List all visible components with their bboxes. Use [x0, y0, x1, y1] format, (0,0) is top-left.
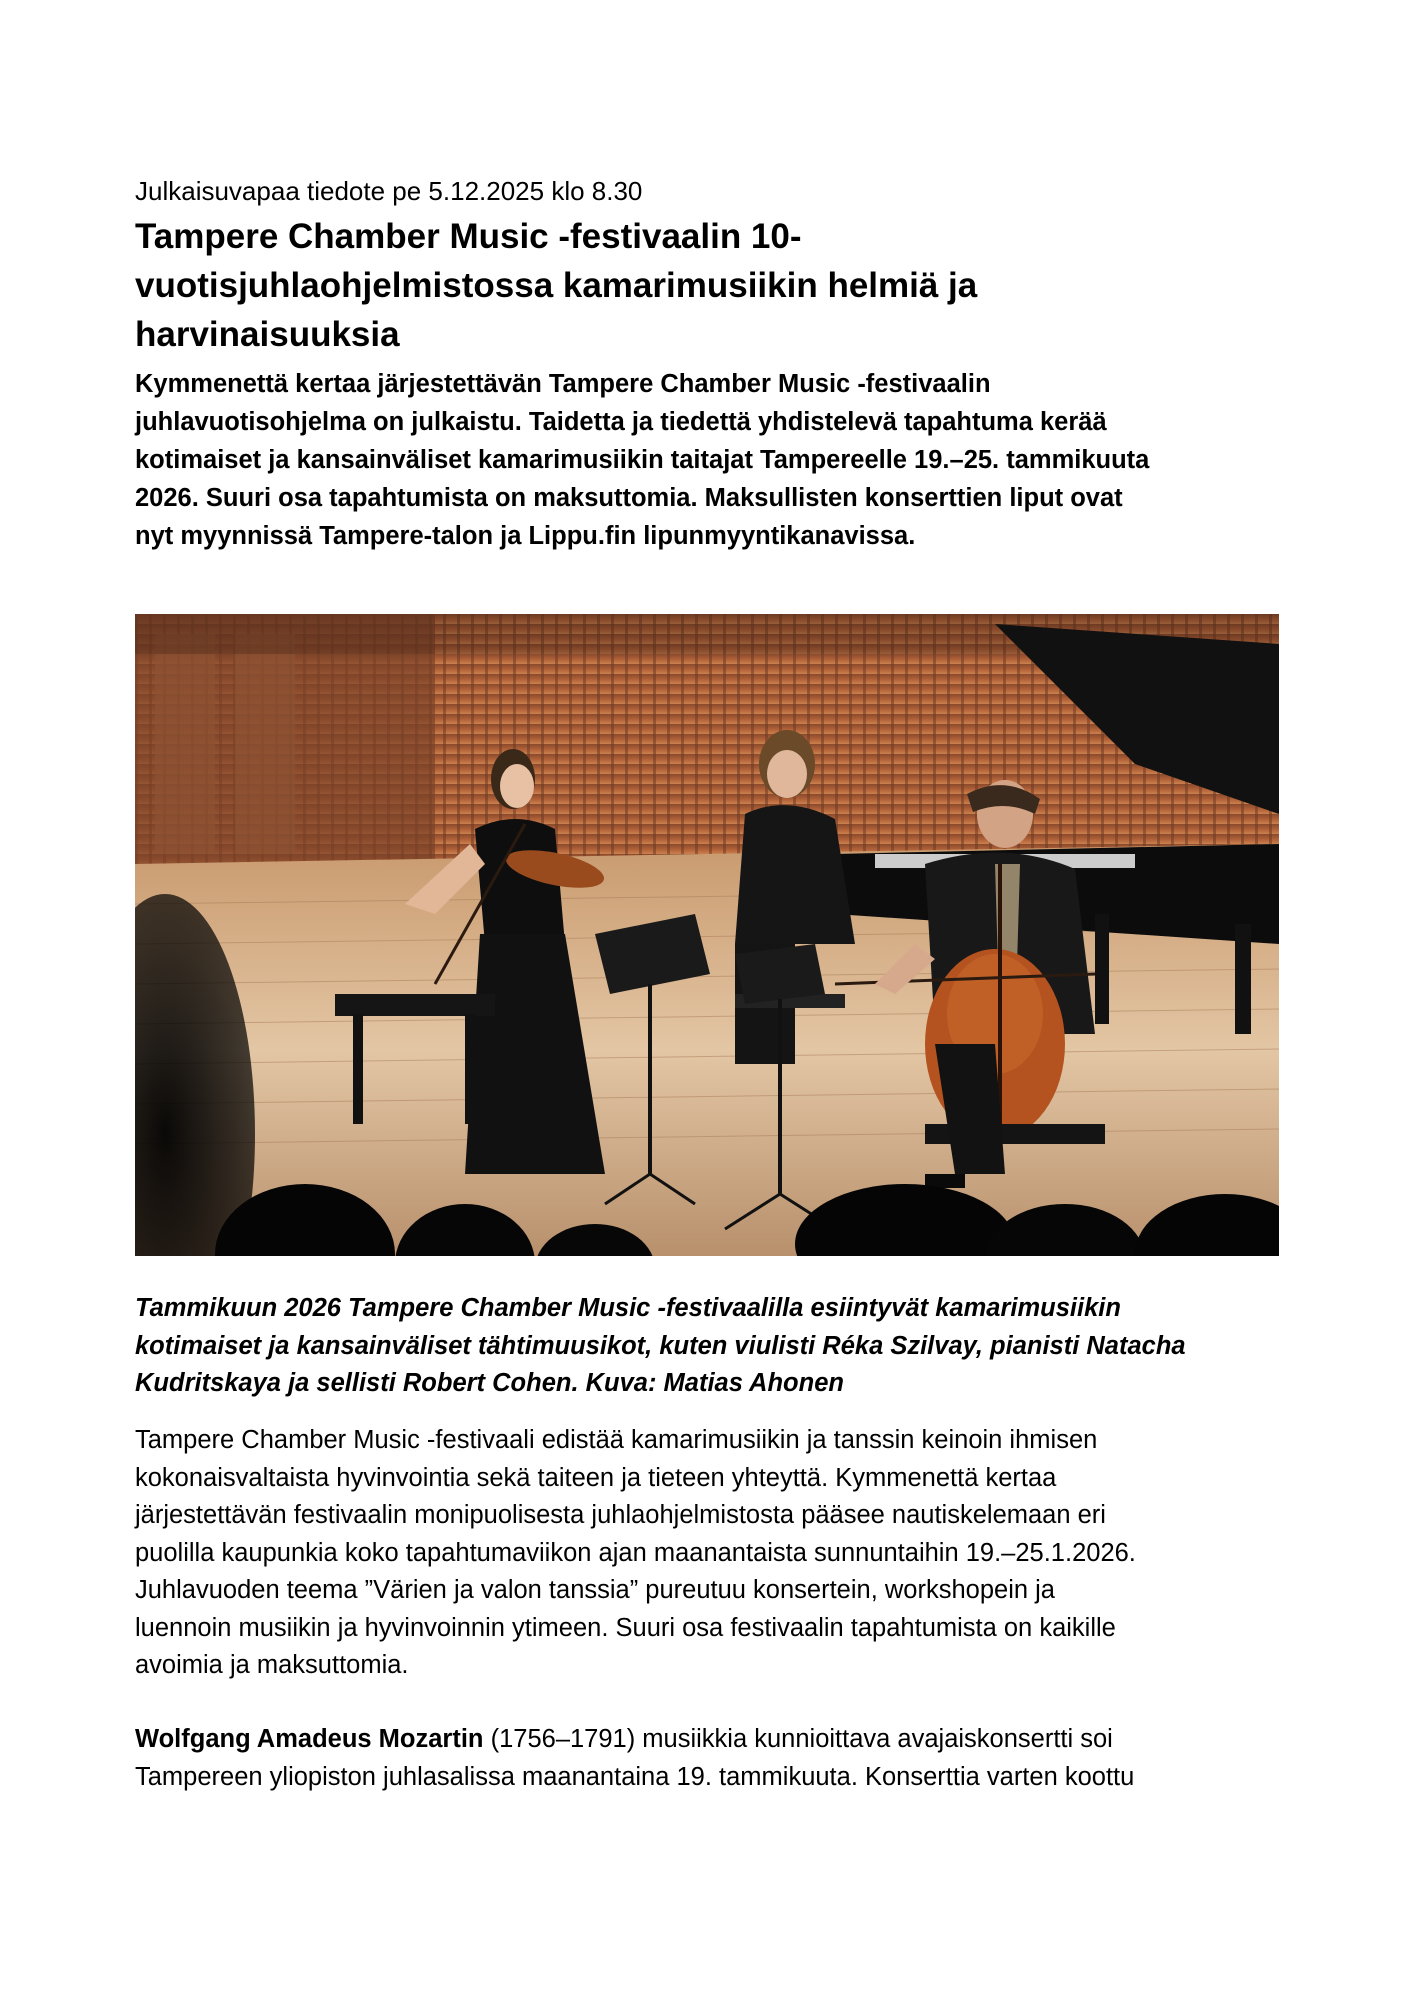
body-line: Juhlavuoden teema ”Värien ja valon tanssia” pureutuu konsertein, workshopein ja — [135, 1576, 1055, 1604]
composer-name: Wolfgang Amadeus Mozartin — [135, 1725, 484, 1753]
body-line: avoimia ja maksuttomia. — [135, 1651, 409, 1679]
concert-photo — [135, 614, 1279, 1256]
body-paragraph-mozart — [135, 1720, 1315, 1796]
body-line: järjestettävän festivaalin monipuolisesta juhlaohjelmistosta pääsee nautiskelemaan eri — [135, 1501, 1106, 1529]
headline — [135, 212, 1135, 359]
lead-line: kotimaiset ja kansainväliset kamarimusiikin taitajat Tampereelle 19.–25. tammikuuta — [135, 446, 1150, 474]
lead-line: 2026. Suuri osa tapahtumista on maksuttomia. Maksullisten konserttien liput ovat — [135, 484, 1123, 512]
photo-caption — [135, 1290, 1335, 1403]
body-line: puolilla kaupunkia koko tapahtumaviikon ajan maanantaista sunnuntaihin 19.–25.1.2026. — [135, 1538, 1136, 1567]
body-line: Tampereen yliopiston juhlasalissa maanantaina 19. tammikuuta. Konserttia varten koottu — [135, 1763, 1135, 1791]
body-line — [135, 1720, 1315, 1758]
headline-line: Tampere Chamber Music -festivaalin 10- — [135, 217, 802, 256]
caption-line: kotimaiset ja kansainväliset tähtimuusikot, kuten viulisti Réka Szilvay, pianisti Natacha — [135, 1331, 1186, 1360]
caption-line: Tammikuun 2026 Tampere Chamber Music -festivaalilla esiintyvät kamarimusiikin — [135, 1294, 1121, 1322]
body-line: kokonaisvaltaista hyvinvointia sekä taiteen ja tieteen yhteyttä. Kymmenettä kertaa — [135, 1463, 1057, 1492]
body-paragraph — [135, 1422, 1315, 1685]
headline-line: vuotisjuhlaohjelmistossa kamarimusiikin helmiä ja — [135, 266, 978, 305]
lead-line: nyt myynnissä Tampere-talon ja Lippu.fin lipunmyyntikanavissa. — [135, 522, 916, 550]
lead-paragraph — [135, 365, 1275, 555]
body-line-rest: (1756–1791) musiikkia kunnioittava avajaiskonsertti soi — [483, 1725, 1113, 1753]
lead-line: juhlavuotisohjelma on julkaistu. Taidetta ja tiedettä yhdistelevä tapahtuma kerää — [135, 408, 1107, 436]
body-line: luennoin musiikin ja hyvinvoinnin ytimeen. Suuri osa festivaalin tapahtumista on kaikille — [135, 1613, 1116, 1642]
lead-line: Kymmenettä kertaa järjestettävän Tampere Chamber Music -festivaalin — [135, 370, 991, 398]
headline-line: harvinaisuuksia — [135, 315, 400, 354]
release-date-line: Julkaisuvapaa tiedote pe 5.12.2025 klo 8.30 — [135, 176, 643, 206]
caption-line: Kudritskaya ja sellisti Robert Cohen. Kuva: Matias Ahonen — [135, 1369, 844, 1397]
body-line: Tampere Chamber Music -festivaali edistää kamarimusiikin ja tanssin keinoin ihmisen — [135, 1426, 1098, 1454]
